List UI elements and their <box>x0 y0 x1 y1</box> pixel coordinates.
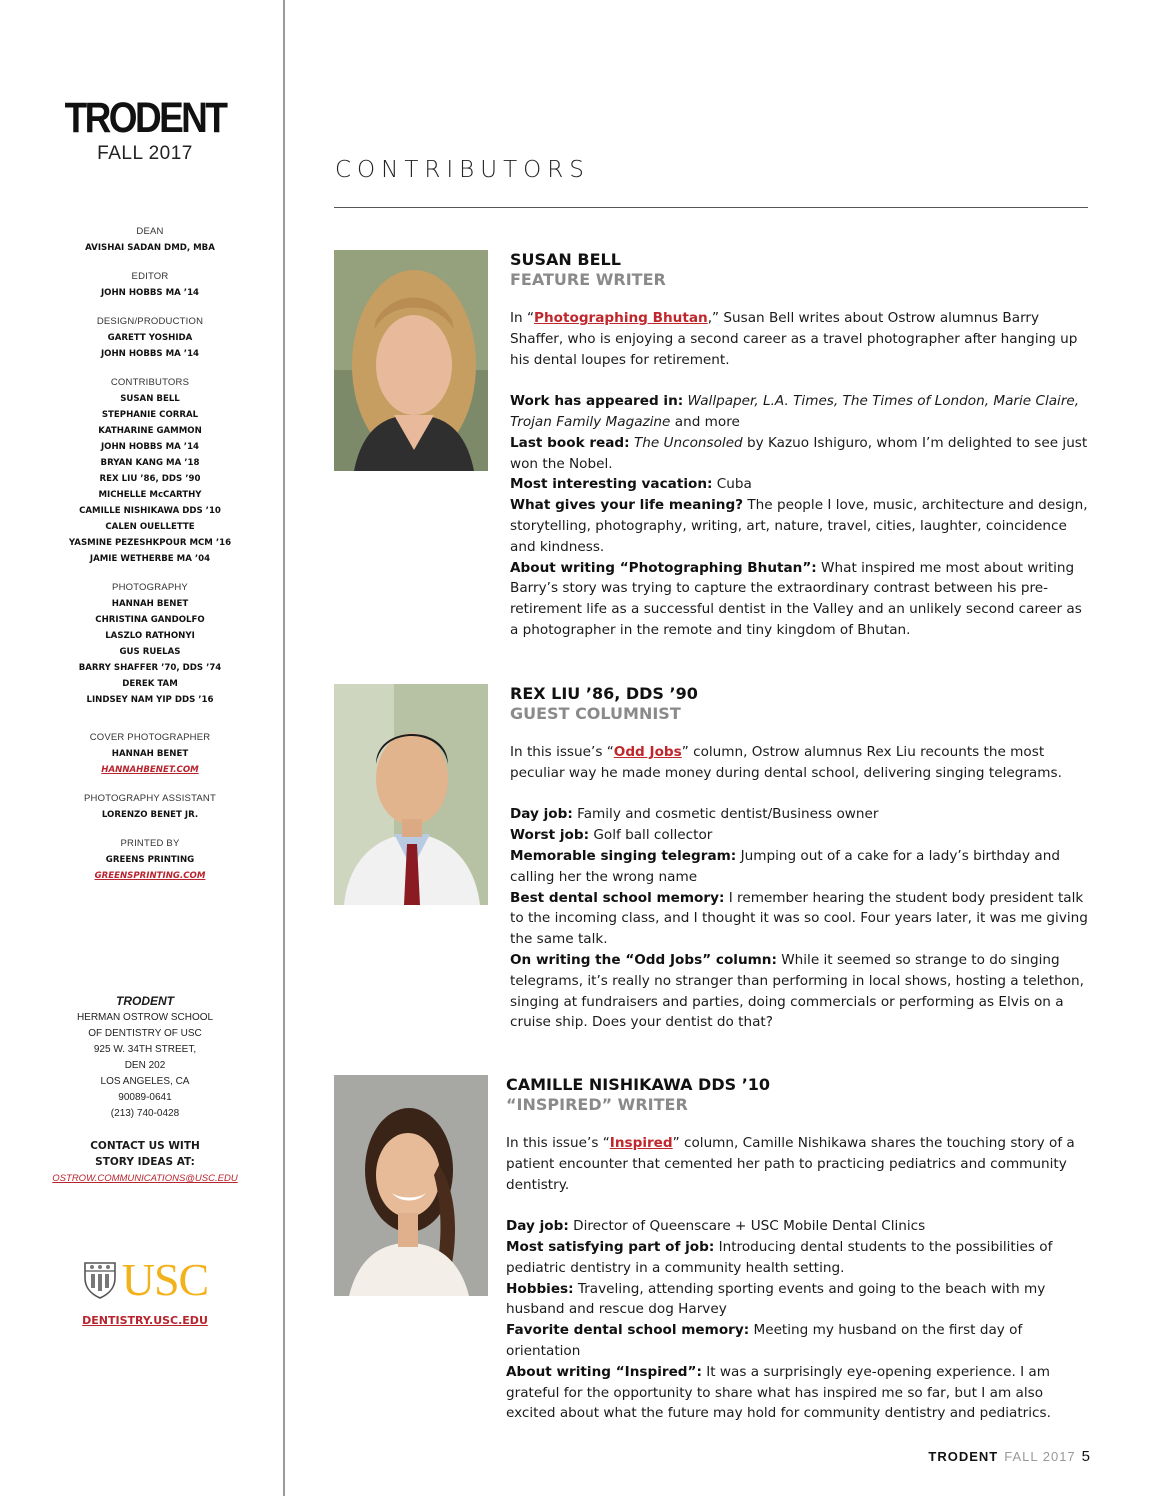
qa-vacation: Most interesting vacation: Cuba <box>510 476 752 493</box>
qa-about: About writing “Photographing Bhutan”: What inspired me most about writing Barry’s story was trying to capture the extraordinary contrast between his pre-retirement life as a successful dentist in the Valley and an unlikely second career as a photographer in the remote and tiny kingdom of Bhutan. <box>510 559 1082 638</box>
staff-name: GUS RUELAS <box>119 647 181 657</box>
story-link-inspired[interactable]: Inspired <box>609 1135 673 1151</box>
staff-name: DEREK TAM <box>122 679 178 689</box>
contributor-title: FEATURE WRITER <box>510 270 666 289</box>
staff-name: HANNAH BENET <box>111 749 189 759</box>
contributor-intro: In this issue’s “Odd Jobs” column, Ostrow alumnus Rex Liu recounts the most peculiar way he made money during dental school, delivering singing telegrams. <box>510 744 1062 781</box>
staff-group <box>0 580 300 708</box>
staff-name: BRYAN KANG MA ’18 <box>100 458 200 468</box>
staff-group <box>0 730 300 778</box>
camille-nishikawa-photo <box>334 1075 488 1296</box>
contact-block <box>0 1138 290 1188</box>
staff-role: DESIGN/PRODUCTION <box>96 316 204 327</box>
staff-group <box>0 314 300 362</box>
staff-name: LORENZO BENET JR. <box>101 810 199 820</box>
staff-group <box>0 836 300 884</box>
address-line: 925 W. 34TH STREET, <box>93 1044 197 1055</box>
staff-name: REX LIU ’86, DDS ’90 <box>99 474 201 484</box>
qa-telegram: Memorable singing telegram: Jumping out of a cake for a lady’s birthday and calling her the wrong name <box>510 847 1060 885</box>
staff-role: COVER PHOTOGRAPHER <box>89 732 211 743</box>
dentistry-url-link[interactable]: DENTISTRY.USC.EDU <box>82 1314 208 1327</box>
staff-list <box>0 224 300 897</box>
usc-shield-icon <box>82 1260 118 1300</box>
staff-name: GREENS PRINTING <box>105 855 195 865</box>
qa-day-job: Day job: Family and cosmetic dentist/Business owner <box>510 806 879 823</box>
trodent-logo: TRODENT <box>64 94 226 142</box>
contributor-title: GUEST COLUMNIST <box>510 704 681 723</box>
folio-logo: TRODENT <box>928 1449 999 1464</box>
address-line: 90089-0641 <box>118 1092 172 1103</box>
staff-name: MICHELLE McCARTHY <box>98 490 202 500</box>
address-line: DEN 202 <box>124 1060 166 1071</box>
address-line: (213) 740-0428 <box>110 1108 180 1119</box>
qa-satisfying: Most satisfying part of job: Introducing dental students to the possibilities of pediatric dentistry in a community health setting. <box>506 1238 1053 1276</box>
address-line: LOS ANGELES, CA <box>100 1076 190 1087</box>
staff-website-link[interactable]: GREENSPRINTING.COM <box>94 871 206 881</box>
qa-memory: Favorite dental school memory: Meeting my husband on the first day of orientation <box>506 1322 1023 1359</box>
staff-name: JOHN HOBBS MA ’14 <box>100 349 200 359</box>
issue-label: FALL 2017 <box>97 143 193 164</box>
contributor-intro: In this issue’s “Inspired” column, Camille Nishikawa shares the touching story of a patient encounter that cemented her path to practicing pediatrics and community dentistry. <box>506 1135 1075 1193</box>
contact-title-line: STORY IDEAS AT: <box>95 1156 195 1168</box>
staff-name: JOHN HOBBS MA ’14 <box>100 442 200 452</box>
camille-nishikawa-bio <box>506 1075 1086 1424</box>
mailing-address <box>0 993 290 1122</box>
column-divider <box>283 0 285 1496</box>
qa-day-job: Day job: Director of Queenscare + USC Mobile Dental Clinics <box>506 1218 926 1235</box>
story-link-odd-jobs[interactable]: Odd Jobs <box>613 744 682 760</box>
susan-bell-bio <box>510 250 1090 641</box>
staff-group <box>0 375 300 567</box>
staff-name: KATHARINE GAMMON <box>98 426 202 436</box>
contributor-title: “INSPIRED” WRITER <box>506 1095 688 1114</box>
contact-email-link[interactable]: OSTROW.COMMUNICATIONS@USC.EDU <box>52 1173 238 1184</box>
qa-meaning: What gives your life meaning? The people I love, music, architecture and design, storytelling, photography, writing, art, nature, travel, cities, laughter, coincidence and kindness. <box>510 497 1088 555</box>
staff-group <box>0 224 300 256</box>
staff-name: GARETT YOSHIDA <box>107 333 193 343</box>
qa-hobbies: Hobbies: Traveling, attending sporting events and going to the beach with my husband and rescue dog Harvey <box>506 1280 1046 1318</box>
staff-name: CALEN OUELLETTE <box>105 522 195 532</box>
contributor-intro: In “Photographing Bhutan,” Susan Bell writes about Ostrow alumnus Barry Shaffer, who is enjoying a second career as a travel photographer after hanging up his dental loupes for retirement. <box>510 310 1078 368</box>
staff-role: DEAN <box>136 226 164 237</box>
staff-role: PRINTED BY <box>120 838 180 849</box>
staff-name: LINDSEY NAM YIP DDS ’16 <box>86 695 214 705</box>
staff-role: EDITOR <box>131 271 169 282</box>
staff-name: JOHN HOBBS MA ’14 <box>100 288 200 298</box>
contributor-name: SUSAN BELL <box>510 250 621 269</box>
qa-worst-job: Worst job: Golf ball collector <box>510 827 713 844</box>
staff-name: AVISHAI SADAN DMD, MBA <box>85 243 215 253</box>
staff-role: PHOTOGRAPHY <box>112 582 188 593</box>
address-line: OF DENTISTRY OF USC <box>88 1028 202 1039</box>
page-number: 5 <box>1081 1448 1090 1465</box>
staff-name: CAMILLE NISHIKAWA DDS ’10 <box>79 506 221 516</box>
usc-wordmark: USC <box>121 1254 209 1305</box>
staff-name: STEPHANIE CORRAL <box>101 410 199 420</box>
story-link-photographing-bhutan[interactable]: Photographing Bhutan <box>534 310 708 326</box>
rex-liu-photo <box>334 684 488 905</box>
susan-bell-photo <box>334 250 488 471</box>
staff-name: CHRISTINA GANDOLFO <box>95 615 205 625</box>
rex-liu-bio <box>510 684 1090 1033</box>
contributor-name: REX LIU ’86, DDS ’90 <box>510 684 698 703</box>
staff-name: JAMIE WETHERBE MA ’04 <box>89 554 211 564</box>
contact-title-line: CONTACT US WITH <box>90 1140 200 1152</box>
staff-website-link[interactable]: HANNAHBENET.COM <box>101 765 199 775</box>
staff-name: YASMINE PEZESHKPOUR MCM ’16 <box>68 538 232 548</box>
title-rule <box>334 207 1088 208</box>
staff-name: SUSAN BELL <box>120 394 180 404</box>
address-line: HERMAN OSTROW SCHOOL <box>76 1012 214 1023</box>
folio-issue: FALL 2017 <box>1004 1449 1076 1464</box>
staff-name: BARRY SHAFFER ’70, DDS ’74 <box>78 663 222 673</box>
staff-role: PHOTOGRAPHY ASSISTANT <box>84 793 216 804</box>
qa-book: Last book read: The Unconsoled by Kazuo Ishiguro, whom I’m delighted to see just won the Nobel. <box>510 434 1088 472</box>
staff-group <box>0 269 300 301</box>
contributor-name: CAMILLE NISHIKAWA DDS ’10 <box>506 1075 771 1094</box>
staff-name: LASZLO RATHONYI <box>105 631 195 641</box>
qa-work: Work has appeared in: Wallpaper, L.A. Times, The Times of London, Marie Claire, Trojan Family Magazine and more <box>510 393 1080 430</box>
usc-logo-block <box>0 1254 290 1327</box>
publication-name: TRODENT <box>116 994 174 1008</box>
qa-about: About writing “Inspired”: It was a surprisingly eye-opening experience. I am grateful for the opportunity to share what has inspired me so far, but I am also excited about what the future may hold for community dentistry and pediatrics. <box>506 1363 1051 1422</box>
masthead-sidebar <box>0 0 283 1496</box>
qa-memory: Best dental school memory: I remember hearing the student body president talk to the incoming class, and I thought it was so cool. Four years later, it was me giving the same talk. <box>510 889 1088 948</box>
staff-group <box>0 791 300 823</box>
section-title: CONTRIBUTORS <box>335 157 590 183</box>
staff-name: HANNAH BENET <box>111 599 189 609</box>
staff-role: CONTRIBUTORS <box>110 377 190 388</box>
qa-about: On writing the “Odd Jobs” column: While it seemed so strange to do singing telegrams, it’s really no stranger than performing in local shows, hosting a telethon, singing at fundraisers and parties, doing commercials or performing as Elvis on a cruise ship. Does your dentist do that? <box>510 951 1084 1031</box>
page-folio <box>928 1448 1090 1465</box>
